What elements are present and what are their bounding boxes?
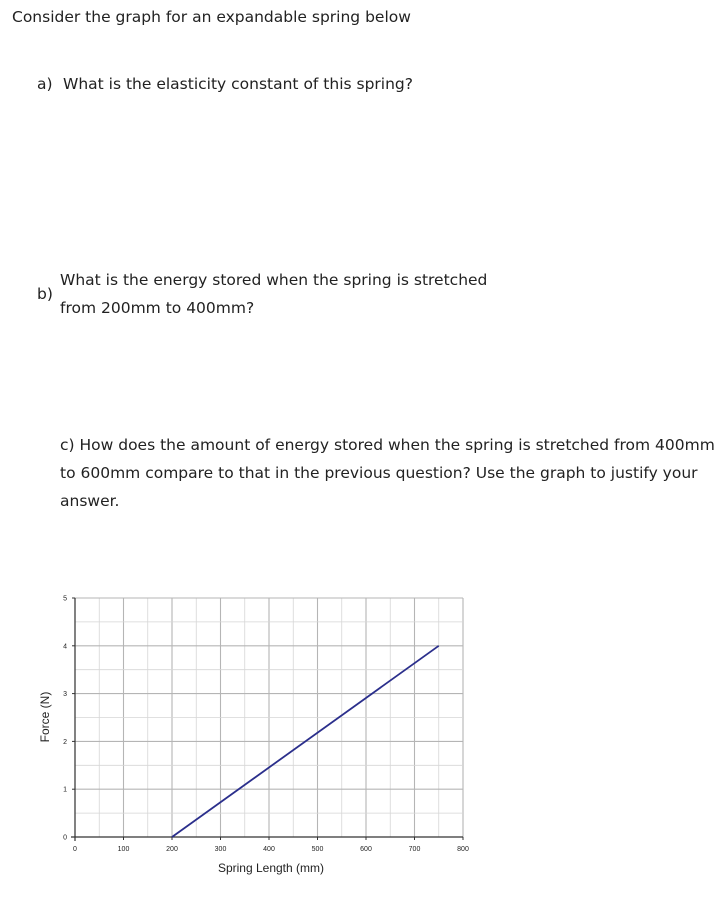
y-axis-label: Force (N): [38, 691, 52, 743]
x-tick-label: 400: [263, 846, 275, 853]
intro-text: Consider the graph for an expandable spring below: [12, 8, 411, 26]
question-c-text: c) How does the amount of energy stored when the spring is stretched from 400mm to 600mm compare to that in the previous question? Use the graph to justify your answer.: [60, 436, 715, 510]
x-tick-label: 100: [117, 846, 130, 853]
question-b-line-2: from 200mm to 400mm?: [60, 299, 255, 317]
x-tick-label: 300: [214, 846, 227, 853]
y-tick-label: 4: [63, 643, 67, 651]
x-tick-label: 800: [457, 846, 469, 853]
spring-force-chart: [0, 580, 722, 880]
chart-grid: [75, 598, 463, 837]
question-b-line-1: What is the energy stored when the spring is stretched: [60, 271, 488, 289]
y-tick-label: 2: [63, 738, 67, 746]
y-tick-label: 3: [63, 691, 67, 699]
question-b-marker: b): [37, 285, 53, 303]
x-axis-label: Spring Length (mm): [217, 861, 325, 875]
y-tick-label: 1: [63, 786, 67, 794]
x-tick-label: 0: [73, 846, 77, 853]
y-tick-label: 0: [63, 834, 67, 842]
y-tick-label: 5: [63, 595, 67, 603]
x-tick-label: 700: [408, 846, 421, 853]
x-tick-label: 600: [360, 846, 372, 853]
question-a-text: What is the elasticity constant of this spring?: [63, 75, 413, 93]
question-a-marker: a): [37, 75, 53, 93]
chart-axes: [71, 598, 463, 841]
x-tick-label: 200: [166, 846, 178, 853]
x-tick-label: 500: [311, 846, 324, 853]
